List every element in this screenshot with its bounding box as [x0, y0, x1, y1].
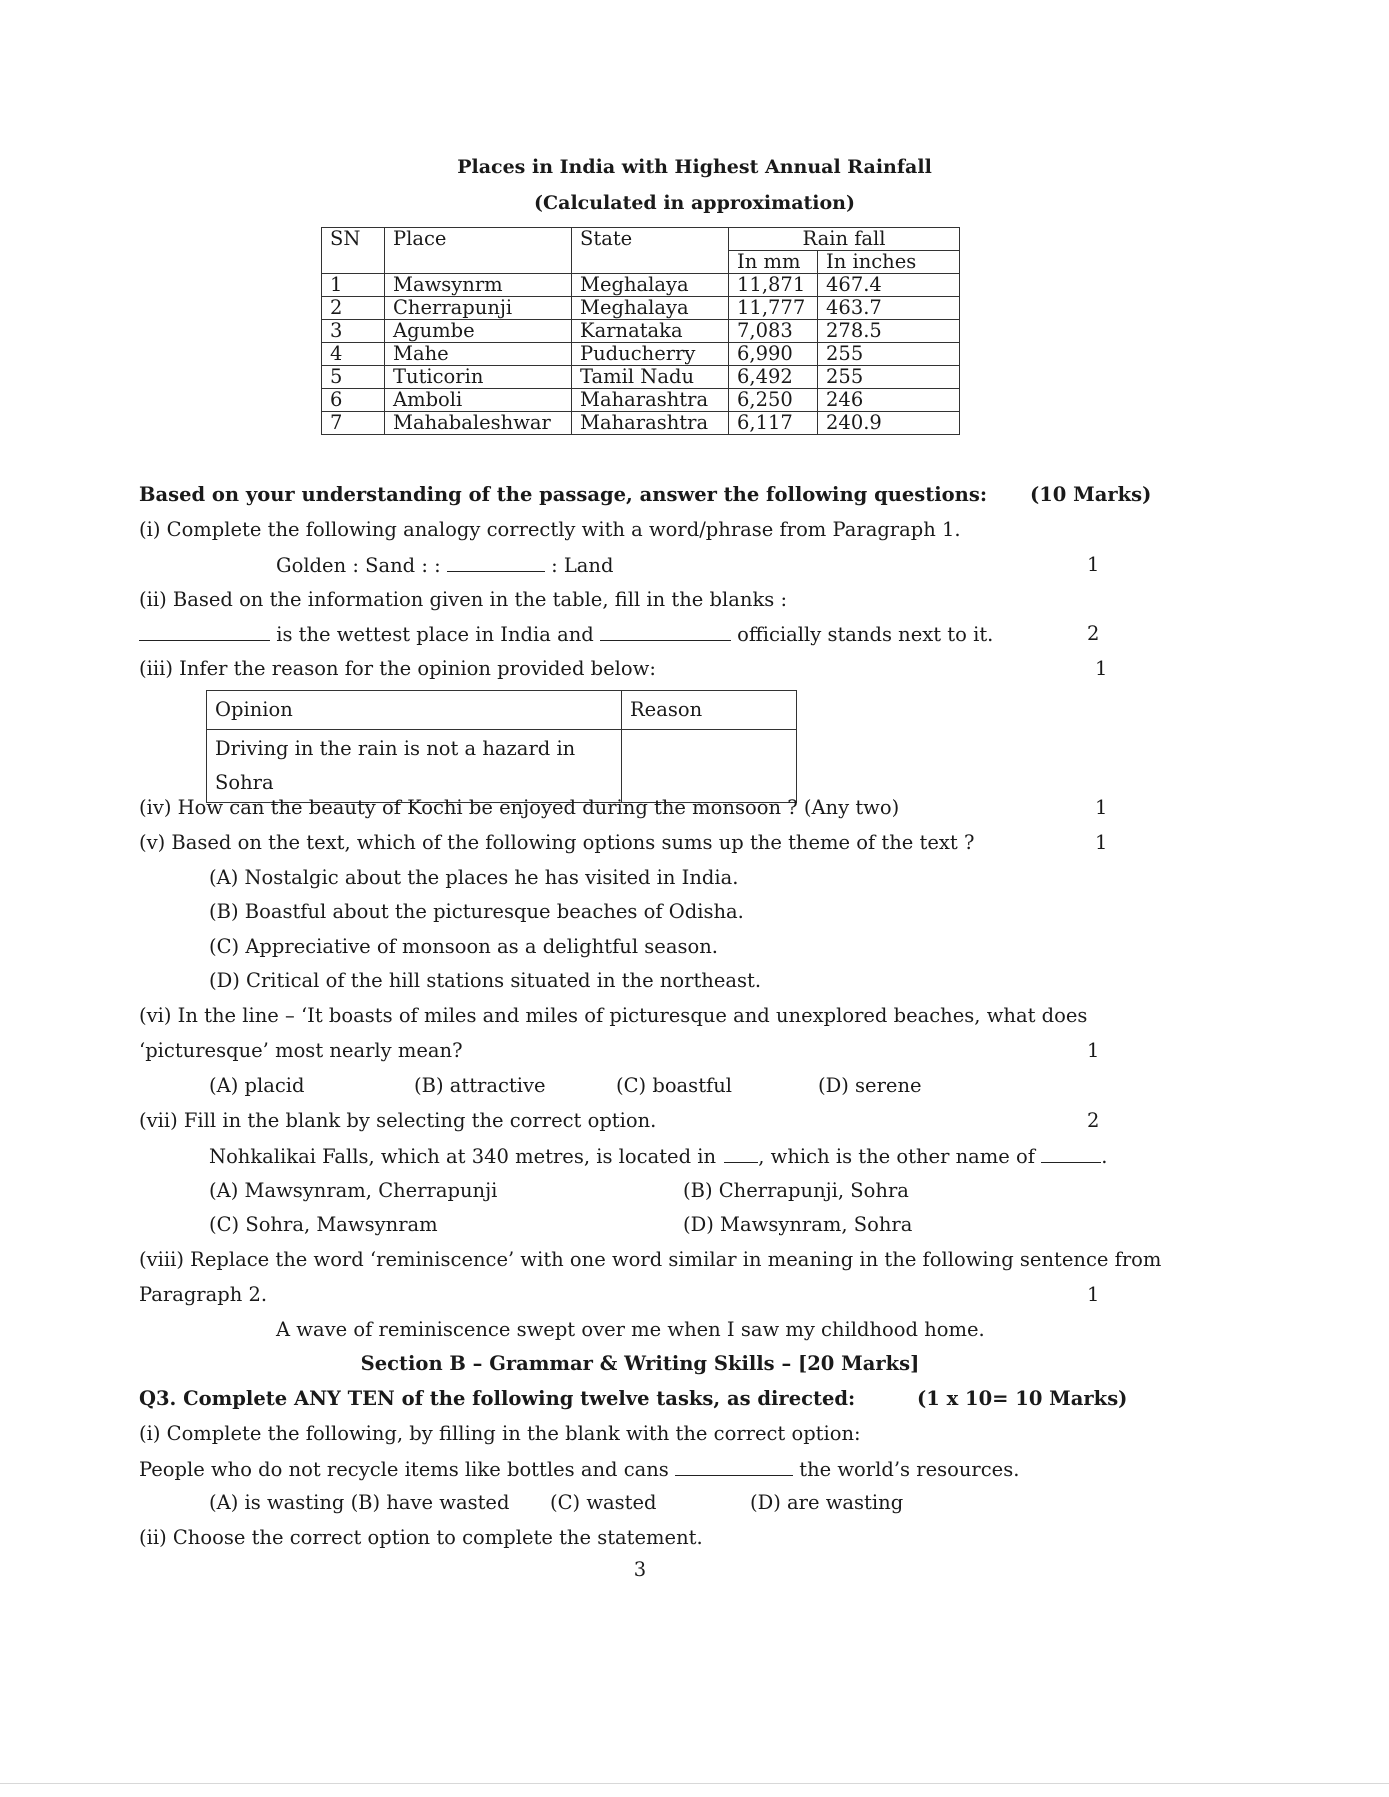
cell-state: Karnataka [572, 320, 729, 343]
header-sn: SN [322, 228, 385, 274]
question-1-analogy [276, 553, 613, 577]
cell-place: Mawsynrm [385, 274, 572, 297]
table-row [322, 412, 960, 435]
cell-sn: 5 [322, 366, 385, 389]
cell-sn: 1 [322, 274, 385, 297]
question-5-option-c: (C) Appreciative of monsoon as a delightful season. [209, 935, 718, 958]
opinion-reason-table [206, 690, 797, 803]
question-1-marks: 1 [1087, 553, 1100, 576]
cell-place: Amboli [385, 389, 572, 412]
question-2-mid: is the wettest place in India and [276, 623, 594, 646]
question-6-option-b: (B) attractive [414, 1074, 546, 1097]
table-subtitle: (Calculated in approximation) [534, 192, 855, 214]
question-5-marks: 1 [1095, 831, 1108, 854]
cell-inches: 246 [818, 389, 960, 412]
question-6-option-d: (D) serene [818, 1074, 922, 1097]
question-7-option-b: (B) Cherrapunji, Sohra [683, 1179, 909, 1202]
cell-state: Maharashtra [572, 412, 729, 435]
cell-inches: 467.4 [818, 274, 960, 297]
instructions-heading: Based on your understanding of the passage, answer the following questions: [139, 483, 988, 506]
page-number: 3 [633, 1558, 647, 1581]
section-b-q1-sentence [139, 1457, 1019, 1481]
question-7-sentence-a: Nohkalikai Falls, which at 340 metres, is located in [209, 1145, 717, 1168]
question-6-prompt-line-2: ‘picturesque’ most nearly mean? [139, 1039, 463, 1062]
question-2-sentence [139, 622, 993, 646]
question-4-prompt: (iv) How can the beauty of Kochi be enjoyed during the monsoon ? (Any two) [139, 796, 900, 819]
section-b-q1-option-d: (D) are wasting [750, 1491, 904, 1514]
question-7-sentence-b: , which is the other name of [758, 1145, 1035, 1168]
section-b-q1-sentence-b: the world’s resources. [799, 1458, 1020, 1481]
question-6-option-c: (C) boastful [616, 1074, 733, 1097]
question-7-marks: 2 [1087, 1109, 1100, 1132]
cell-state: Meghalaya [572, 274, 729, 297]
table-header-row [322, 228, 960, 251]
opinion-row [207, 730, 797, 803]
reason-cell [622, 730, 797, 803]
cell-mm: 6,250 [729, 389, 818, 412]
cell-inches: 240.9 [818, 412, 960, 435]
question-4-marks: 1 [1095, 796, 1108, 819]
cell-sn: 7 [322, 412, 385, 435]
table-row [322, 343, 960, 366]
blank-2 [1041, 1144, 1101, 1163]
question-5-prompt: (v) Based on the text, which of the following options sums up the theme of the text ? [139, 831, 975, 854]
scan-edge-line [0, 1783, 1389, 1784]
cell-place: Tuticorin [385, 366, 572, 389]
question-7-option-a: (A) Mawsynram, Cherrapunji [209, 1179, 498, 1202]
instructions-marks: (10 Marks) [1030, 483, 1152, 506]
cell-sn: 6 [322, 389, 385, 412]
analogy-blank [447, 553, 545, 572]
cell-inches: 255 [818, 343, 960, 366]
table-title: Places in India with Highest Annual Rainfall [457, 156, 932, 178]
question-1-prompt: (i) Complete the following analogy correctly with a word/phrase from Paragraph 1. [139, 518, 961, 541]
cell-place: Cherrapunji [385, 297, 572, 320]
blank-2 [600, 622, 731, 641]
rainfall-table [321, 227, 960, 435]
question-7-sentence [209, 1144, 1107, 1168]
question-7-option-c: (C) Sohra, Mawsynram [209, 1213, 438, 1236]
question-6-marks: 1 [1087, 1039, 1100, 1062]
question-2-end: officially stands next to it. [737, 623, 994, 646]
cell-place: Agumbe [385, 320, 572, 343]
table-row [322, 274, 960, 297]
cell-state: Tamil Nadu [572, 366, 729, 389]
table-row [322, 297, 960, 320]
question-7-sentence-end: . [1101, 1145, 1108, 1168]
question-8-marks: 1 [1087, 1283, 1100, 1306]
cell-mm: 6,990 [729, 343, 818, 366]
cell-mm: 11,871 [729, 274, 818, 297]
cell-mm: 7,083 [729, 320, 818, 343]
table-row [322, 389, 960, 412]
section-b-q1-option-ab: (A) is wasting (B) have wasted [209, 1491, 510, 1514]
analogy-right: : Land [551, 554, 614, 577]
header-state: State [572, 228, 729, 274]
header-rainfall: Rain fall [729, 228, 960, 251]
table-row [322, 366, 960, 389]
header-opinion: Opinion [207, 691, 622, 730]
opinion-cell [207, 730, 622, 803]
table-row [322, 320, 960, 343]
question-5-option-b: (B) Boastful about the picturesque beaches of Odisha. [209, 900, 744, 923]
header-place: Place [385, 228, 572, 274]
cell-sn: 3 [322, 320, 385, 343]
header-inches: In inches [818, 251, 960, 274]
cell-inches: 278.5 [818, 320, 960, 343]
cell-mm: 11,777 [729, 297, 818, 320]
question-7-prompt: (vii) Fill in the blank by selecting the correct option. [139, 1109, 657, 1132]
question-6-prompt-line-1: (vi) In the line – ‘It boasts of miles and miles of picturesque and unexplored beaches, what does [139, 1004, 1088, 1027]
section-b-q1-prompt: (i) Complete the following, by filling in the blank with the correct option: [139, 1422, 861, 1445]
q3-heading: Q3. Complete ANY TEN of the following twelve tasks, as directed: [139, 1387, 856, 1410]
section-b-heading: Section B – Grammar & Writing Skills – [20 Marks] [360, 1352, 920, 1375]
question-2-marks: 2 [1087, 622, 1100, 645]
cell-place: Mahe [385, 343, 572, 366]
question-2-prompt: (ii) Based on the information given in the table, fill in the blanks : [139, 588, 788, 611]
question-8-prompt-line-2: Paragraph 2. [139, 1283, 268, 1306]
blank [675, 1457, 793, 1476]
blank-1 [139, 622, 270, 641]
section-b-q2-prompt: (ii) Choose the correct option to complete the statement. [139, 1526, 703, 1549]
cell-state: Maharashtra [572, 389, 729, 412]
question-7-option-d: (D) Mawsynram, Sohra [683, 1213, 913, 1236]
question-6-option-a: (A) placid [209, 1074, 305, 1097]
opinion-header-row [207, 691, 797, 730]
cell-sn: 2 [322, 297, 385, 320]
cell-mm: 6,492 [729, 366, 818, 389]
cell-place: Mahabaleshwar [385, 412, 572, 435]
cell-state: Puducherry [572, 343, 729, 366]
cell-inches: 463.7 [818, 297, 960, 320]
question-5-option-d: (D) Critical of the hill stations situated in the northeast. [209, 969, 762, 992]
cell-sn: 4 [322, 343, 385, 366]
blank-1 [724, 1144, 758, 1163]
analogy-left: Golden : Sand : : [276, 554, 441, 577]
header-mm: In mm [729, 251, 818, 274]
cell-mm: 6,117 [729, 412, 818, 435]
question-5-option-a: (A) Nostalgic about the places he has visited in India. [209, 866, 739, 889]
question-3-marks: 1 [1095, 657, 1108, 680]
question-8-prompt-line-1: (viii) Replace the word ‘reminiscence’ with one word similar in meaning in the following sentence from [139, 1248, 1162, 1271]
q3-marks: (1 x 10= 10 Marks) [917, 1387, 1128, 1410]
opinion-line-1: Driving in the rain is not a hazard in [215, 737, 576, 760]
section-b-q1-option-c: (C) wasted [550, 1491, 657, 1514]
section-b-q1-sentence-a: People who do not recycle items like bottles and cans [139, 1458, 669, 1481]
question-3-prompt: (iii) Infer the reason for the opinion provided below: [139, 657, 656, 680]
cell-inches: 255 [818, 366, 960, 389]
header-reason: Reason [622, 691, 797, 730]
question-8-sentence: A wave of reminiscence swept over me when I saw my childhood home. [276, 1318, 985, 1341]
opinion-line-2: Sohra [215, 771, 274, 794]
cell-state: Meghalaya [572, 297, 729, 320]
